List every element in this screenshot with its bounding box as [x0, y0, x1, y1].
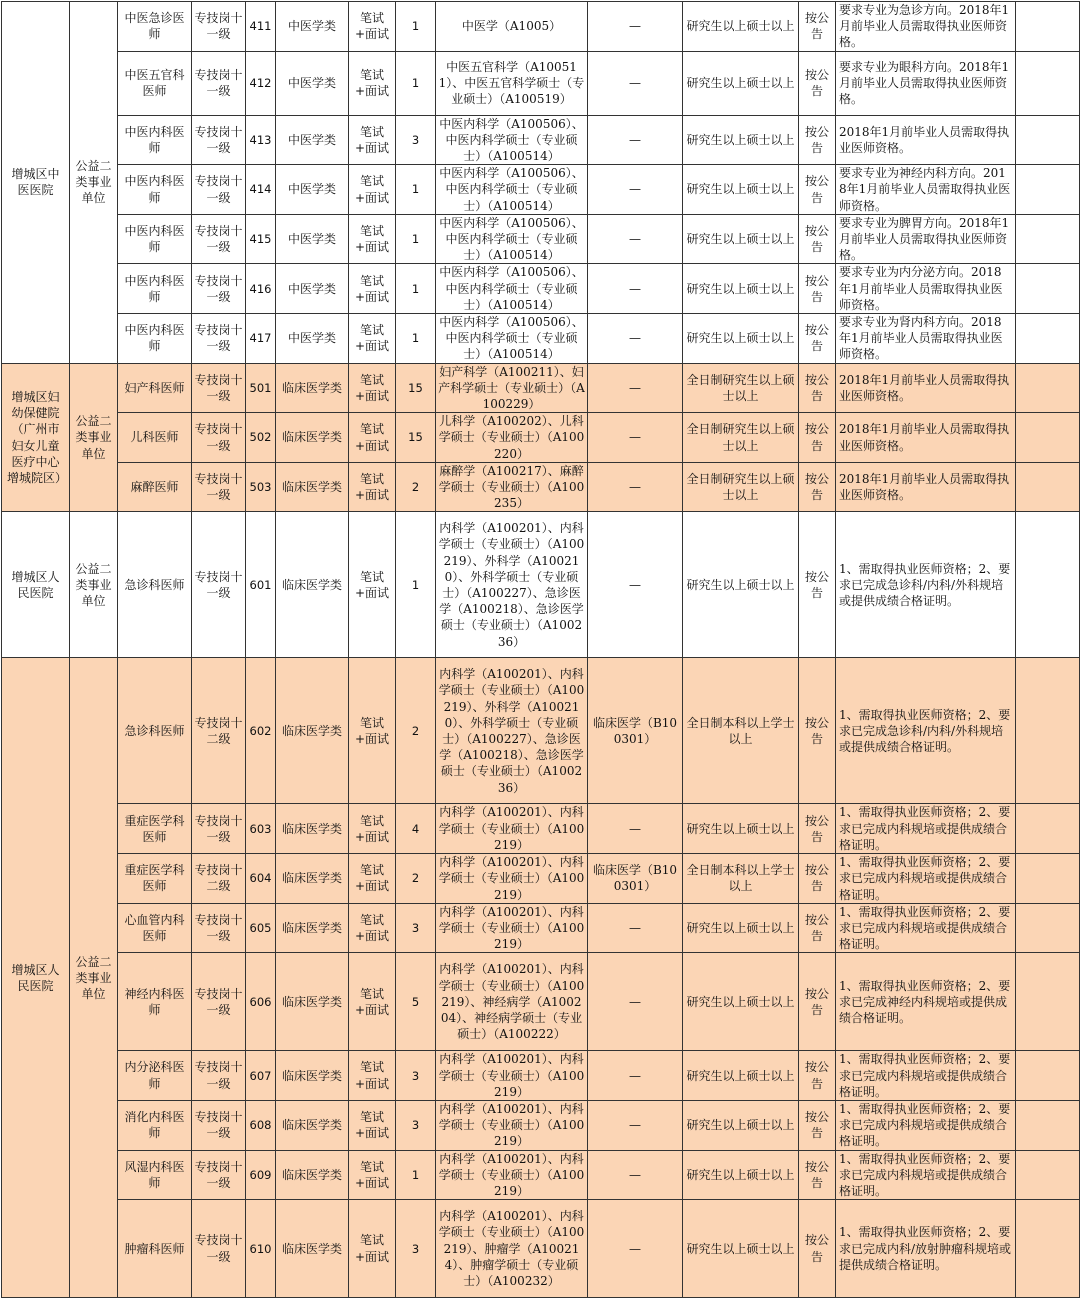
blank-cell	[1016, 1051, 1080, 1101]
level-cell: 专技岗十一级	[192, 115, 246, 165]
exam-type-cell: 中医学类	[276, 115, 349, 165]
education-cell: 全日制研究生以上硕士以上	[683, 462, 799, 512]
blank-cell	[1016, 413, 1080, 463]
count-cell: 3	[396, 1100, 436, 1150]
level-cell: 专技岗十一级	[192, 264, 246, 314]
count-cell: 3	[396, 903, 436, 953]
major-grad-cell: 麻醉学（A100217）、麻醉学硕士（专业硕士）（A100235）	[436, 462, 588, 512]
count-cell: 1	[396, 1150, 436, 1200]
blank-cell	[1016, 804, 1080, 854]
major-bachelor-cell: —	[588, 264, 683, 314]
major-grad-cell: 内科学（A100201）、内科学硕士（专业硕士）（A100219）	[436, 854, 588, 904]
education-cell: 研究生以上硕士以上	[683, 214, 799, 264]
major-bachelor-cell: —	[588, 115, 683, 165]
code-cell: 609	[246, 1150, 276, 1200]
position-cell: 重症医学科医师	[118, 804, 192, 854]
exam-method-cell: 笔试+面试	[349, 953, 396, 1051]
level-cell: 专技岗十一级	[192, 51, 246, 115]
blank-cell	[1016, 1200, 1080, 1298]
education-cell: 研究生以上硕士以上	[683, 264, 799, 314]
exam-type-cell: 中医学类	[276, 214, 349, 264]
announce-cell: 按公告	[799, 854, 836, 904]
code-cell: 603	[246, 804, 276, 854]
education-cell: 全日制研究生以上硕士以上	[683, 363, 799, 413]
code-cell: 414	[246, 165, 276, 215]
major-grad-cell: 儿科学（A100202）、儿科学硕士（专业硕士）（A100220）	[436, 413, 588, 463]
announce-cell: 按公告	[799, 658, 836, 804]
level-cell: 专技岗十一级	[192, 314, 246, 364]
exam-method-cell: 笔试+面试	[349, 51, 396, 115]
table-row	[2, 165, 1080, 215]
level-cell: 专技岗十一级	[192, 1200, 246, 1298]
announce-cell: 按公告	[799, 264, 836, 314]
exam-method-cell: 笔试+面试	[349, 804, 396, 854]
count-cell: 15	[396, 413, 436, 463]
table-row	[2, 854, 1080, 904]
table-body	[2, 2, 1080, 1298]
note-cell: 1、需取得执业医师资格；2、要求已完成神经内科规培或提供成绩合格证明。	[836, 953, 1016, 1051]
recruitment-table	[1, 1, 1080, 1298]
code-cell: 601	[246, 512, 276, 658]
note-cell: 1、需取得执业医师资格；2、要求已完成内科规培或提供成绩合格证明。	[836, 1051, 1016, 1101]
table-row	[2, 1150, 1080, 1200]
major-bachelor-cell: —	[588, 165, 683, 215]
announce-cell: 按公告	[799, 1051, 836, 1101]
major-grad-cell: 内科学（A100201）、内科学硕士（专业硕士）（A100219）、外科学（A100210）、外科学硕士（专业硕士）（A100227）、急诊医学（A100218）、急诊医学硕士（专业硕士）（A100236）	[436, 658, 588, 804]
blank-cell	[1016, 264, 1080, 314]
count-cell: 2	[396, 854, 436, 904]
blank-cell	[1016, 903, 1080, 953]
exam-method-cell: 笔试+面试	[349, 363, 396, 413]
blank-cell	[1016, 214, 1080, 264]
major-bachelor-cell: —	[588, 413, 683, 463]
level-cell: 专技岗十一级	[192, 413, 246, 463]
position-cell: 中医内科医师	[118, 115, 192, 165]
level-cell: 专技岗十一级	[192, 1100, 246, 1150]
education-cell: 研究生以上硕士以上	[683, 2, 799, 52]
table-row	[2, 115, 1080, 165]
note-cell: 1、需取得执业医师资格；2、要求已完成内科规培或提供成绩合格证明。	[836, 804, 1016, 854]
exam-method-cell: 笔试+面试	[349, 115, 396, 165]
unit-category-cell: 公益二类事业单位	[70, 658, 118, 1298]
education-cell: 研究生以上硕士以上	[683, 953, 799, 1051]
blank-cell	[1016, 462, 1080, 512]
education-cell: 全日制本科以上学士以上	[683, 854, 799, 904]
note-cell: 1、需取得执业医师资格；2、要求已完成内科规培或提供成绩合格证明。	[836, 1150, 1016, 1200]
code-cell: 604	[246, 854, 276, 904]
exam-method-cell: 笔试+面试	[349, 658, 396, 804]
level-cell: 专技岗十二级	[192, 658, 246, 804]
code-cell: 503	[246, 462, 276, 512]
exam-method-cell: 笔试+面试	[349, 1100, 396, 1150]
table-row	[2, 314, 1080, 364]
exam-method-cell: 笔试+面试	[349, 165, 396, 215]
blank-cell	[1016, 2, 1080, 52]
code-cell: 502	[246, 413, 276, 463]
count-cell: 1	[396, 2, 436, 52]
blank-cell	[1016, 363, 1080, 413]
exam-method-cell: 笔试+面试	[349, 512, 396, 658]
position-cell: 妇产科医师	[118, 363, 192, 413]
note-cell: 要求专业为内分泌方向。2018年1月前毕业人员需取得执业医师资格。	[836, 264, 1016, 314]
exam-method-cell: 笔试+面试	[349, 264, 396, 314]
code-cell: 415	[246, 214, 276, 264]
code-cell: 412	[246, 51, 276, 115]
count-cell: 1	[396, 214, 436, 264]
announce-cell: 按公告	[799, 214, 836, 264]
major-grad-cell: 内科学（A100201）、内科学硕士（专业硕士）（A100219）	[436, 1150, 588, 1200]
note-cell: 1、需取得执业医师资格；2、要求已完成内科规培或提供成绩合格证明。	[836, 854, 1016, 904]
position-cell: 肿瘤科医师	[118, 1200, 192, 1298]
major-grad-cell: 内科学（A100201）、内科学硕士（专业硕士）（A100219）	[436, 804, 588, 854]
count-cell: 1	[396, 51, 436, 115]
table-row	[2, 1051, 1080, 1101]
major-bachelor-cell: —	[588, 1150, 683, 1200]
exam-type-cell: 临床医学类	[276, 658, 349, 804]
level-cell: 专技岗十一级	[192, 363, 246, 413]
count-cell: 3	[396, 1200, 436, 1298]
major-grad-cell: 妇产科学（A100211）、妇产科学硕士（专业硕士）（A100229）	[436, 363, 588, 413]
major-bachelor-cell: —	[588, 2, 683, 52]
major-grad-cell: 中医内科学（A100506）、中医内科学硕士（专业硕士）（A100514）	[436, 115, 588, 165]
exam-method-cell: 笔试+面试	[349, 903, 396, 953]
exam-type-cell: 中医学类	[276, 51, 349, 115]
announce-cell: 按公告	[799, 953, 836, 1051]
announce-cell: 按公告	[799, 115, 836, 165]
table-row	[2, 512, 1080, 658]
table-row	[2, 363, 1080, 413]
table-row	[2, 214, 1080, 264]
unit-name-cell: 增城区中医医院	[2, 2, 70, 364]
table-row	[2, 462, 1080, 512]
blank-cell	[1016, 314, 1080, 364]
exam-type-cell: 临床医学类	[276, 1200, 349, 1298]
unit-category-cell: 公益二类事业单位	[70, 2, 118, 364]
exam-type-cell: 临床医学类	[276, 953, 349, 1051]
announce-cell: 按公告	[799, 1150, 836, 1200]
announce-cell: 按公告	[799, 2, 836, 52]
table-row	[2, 658, 1080, 804]
exam-type-cell: 中医学类	[276, 314, 349, 364]
code-cell: 605	[246, 903, 276, 953]
exam-type-cell: 临床医学类	[276, 1100, 349, 1150]
position-cell: 麻醉医师	[118, 462, 192, 512]
unit-name-cell: 增城区妇幼保健院（广州市妇女儿童医疗中心增城院区）	[2, 363, 70, 512]
note-cell: 1、需取得执业医师资格；2、要求已完成急诊科/内科/外科规培或提供成绩合格证明。	[836, 658, 1016, 804]
position-cell: 急诊科医师	[118, 658, 192, 804]
announce-cell: 按公告	[799, 165, 836, 215]
major-bachelor-cell: —	[588, 363, 683, 413]
exam-type-cell: 中医学类	[276, 165, 349, 215]
level-cell: 专技岗十一级	[192, 804, 246, 854]
exam-method-cell: 笔试+面试	[349, 413, 396, 463]
table-row	[2, 804, 1080, 854]
major-bachelor-cell: —	[588, 314, 683, 364]
major-grad-cell: 内科学（A100201）、内科学硕士（专业硕士）（A100219）、肿瘤学（A100214）、肿瘤学硕士（专业硕士）（A100232）	[436, 1200, 588, 1298]
announce-cell: 按公告	[799, 51, 836, 115]
education-cell: 全日制本科以上学士以上	[683, 658, 799, 804]
announce-cell: 按公告	[799, 314, 836, 364]
level-cell: 专技岗十二级	[192, 854, 246, 904]
level-cell: 专技岗十一级	[192, 214, 246, 264]
table-row	[2, 953, 1080, 1051]
code-cell: 411	[246, 2, 276, 52]
major-bachelor-cell: —	[588, 1100, 683, 1150]
exam-type-cell: 临床医学类	[276, 903, 349, 953]
position-cell: 消化内科医师	[118, 1100, 192, 1150]
major-grad-cell: 中医五官科学（A100511）、中医五官科学硕士（专业硕士）（A100519）	[436, 51, 588, 115]
education-cell: 全日制研究生以上硕士以上	[683, 413, 799, 463]
level-cell: 专技岗十一级	[192, 953, 246, 1051]
note-cell: 2018年1月前毕业人员需取得执业医师资格。	[836, 413, 1016, 463]
position-cell: 重症医学科医师	[118, 854, 192, 904]
position-cell: 中医五官科医师	[118, 51, 192, 115]
count-cell: 15	[396, 363, 436, 413]
major-bachelor-cell: 临床医学（B100301）	[588, 658, 683, 804]
announce-cell: 按公告	[799, 363, 836, 413]
major-grad-cell: 中医内科学（A100506）、中医内科学硕士（专业硕士）（A100514）	[436, 214, 588, 264]
blank-cell	[1016, 512, 1080, 658]
exam-method-cell: 笔试+面试	[349, 314, 396, 364]
major-grad-cell: 内科学（A100201）、内科学硕士（专业硕士）（A100219）	[436, 1100, 588, 1150]
code-cell: 501	[246, 363, 276, 413]
unit-category-cell: 公益二类事业单位	[70, 363, 118, 512]
note-cell: 2018年1月前毕业人员需取得执业医师资格。	[836, 363, 1016, 413]
major-grad-cell: 中医内科学（A100506）、中医内科学硕士（专业硕士）（A100514）	[436, 314, 588, 364]
note-cell: 要求专业为肾内科方向。2018年1月前毕业人员需取得执业医师资格。	[836, 314, 1016, 364]
position-cell: 中医内科医师	[118, 314, 192, 364]
major-bachelor-cell: —	[588, 804, 683, 854]
level-cell: 专技岗十一级	[192, 2, 246, 52]
count-cell: 2	[396, 658, 436, 804]
education-cell: 研究生以上硕士以上	[683, 1150, 799, 1200]
exam-method-cell: 笔试+面试	[349, 1051, 396, 1101]
level-cell: 专技岗十一级	[192, 1150, 246, 1200]
education-cell: 研究生以上硕士以上	[683, 1100, 799, 1150]
code-cell: 417	[246, 314, 276, 364]
exam-type-cell: 中医学类	[276, 2, 349, 52]
major-bachelor-cell: —	[588, 51, 683, 115]
position-cell: 内分泌科医师	[118, 1051, 192, 1101]
major-grad-cell: 中医内科学（A100506）、中医内科学硕士（专业硕士）（A100514）	[436, 264, 588, 314]
count-cell: 2	[396, 462, 436, 512]
announce-cell: 按公告	[799, 512, 836, 658]
position-cell: 心血管内科医师	[118, 903, 192, 953]
position-cell: 中医内科医师	[118, 214, 192, 264]
table-row	[2, 1200, 1080, 1298]
announce-cell: 按公告	[799, 1100, 836, 1150]
education-cell: 研究生以上硕士以上	[683, 51, 799, 115]
announce-cell: 按公告	[799, 413, 836, 463]
blank-cell	[1016, 854, 1080, 904]
exam-type-cell: 临床医学类	[276, 854, 349, 904]
note-cell: 1、需取得执业医师资格；2、要求已完成急诊科/内科/外科规培或提供成绩合格证明。	[836, 512, 1016, 658]
level-cell: 专技岗十一级	[192, 462, 246, 512]
exam-type-cell: 临床医学类	[276, 1051, 349, 1101]
level-cell: 专技岗十一级	[192, 512, 246, 658]
count-cell: 5	[396, 953, 436, 1051]
education-cell: 研究生以上硕士以上	[683, 165, 799, 215]
code-cell: 607	[246, 1051, 276, 1101]
blank-cell	[1016, 1150, 1080, 1200]
code-cell: 416	[246, 264, 276, 314]
announce-cell: 按公告	[799, 462, 836, 512]
table-row	[2, 413, 1080, 463]
position-cell: 中医内科医师	[118, 264, 192, 314]
unit-name-cell: 增城区人民医院	[2, 658, 70, 1298]
table-row	[2, 1100, 1080, 1150]
announce-cell: 按公告	[799, 903, 836, 953]
position-cell: 神经内科医师	[118, 953, 192, 1051]
count-cell: 4	[396, 804, 436, 854]
position-cell: 中医内科医师	[118, 165, 192, 215]
major-grad-cell: 中医学（A1005）	[436, 2, 588, 52]
blank-cell	[1016, 658, 1080, 804]
note-cell: 要求专业为神经内科方向。2018年1月前毕业人员需取得执业医师资格。	[836, 165, 1016, 215]
level-cell: 专技岗十一级	[192, 165, 246, 215]
announce-cell: 按公告	[799, 1200, 836, 1298]
count-cell: 3	[396, 1051, 436, 1101]
blank-cell	[1016, 51, 1080, 115]
major-bachelor-cell: —	[588, 214, 683, 264]
exam-type-cell: 临床医学类	[276, 413, 349, 463]
count-cell: 1	[396, 165, 436, 215]
unit-name-cell: 增城区人民医院	[2, 512, 70, 658]
note-cell: 2018年1月前毕业人员需取得执业医师资格。	[836, 115, 1016, 165]
education-cell: 研究生以上硕士以上	[683, 115, 799, 165]
major-bachelor-cell: —	[588, 953, 683, 1051]
exam-method-cell: 笔试+面试	[349, 854, 396, 904]
announce-cell: 按公告	[799, 804, 836, 854]
major-bachelor-cell: 临床医学（B100301）	[588, 854, 683, 904]
exam-method-cell: 笔试+面试	[349, 1150, 396, 1200]
exam-method-cell: 笔试+面试	[349, 214, 396, 264]
education-cell: 研究生以上硕士以上	[683, 804, 799, 854]
code-cell: 608	[246, 1100, 276, 1150]
note-cell: 要求专业为急诊方向。2018年1月前毕业人员需取得执业医师资格。	[836, 2, 1016, 52]
major-grad-cell: 内科学（A100201）、内科学硕士（专业硕士）（A100219）	[436, 903, 588, 953]
count-cell: 1	[396, 264, 436, 314]
exam-type-cell: 临床医学类	[276, 1150, 349, 1200]
exam-method-cell: 笔试+面试	[349, 1200, 396, 1298]
code-cell: 610	[246, 1200, 276, 1298]
major-bachelor-cell: —	[588, 462, 683, 512]
exam-type-cell: 临床医学类	[276, 363, 349, 413]
count-cell: 1	[396, 512, 436, 658]
major-bachelor-cell: —	[588, 512, 683, 658]
unit-category-cell: 公益二类事业单位	[70, 512, 118, 658]
note-cell: 1、需取得执业医师资格；2、要求已完成内科规培或提供成绩合格证明。	[836, 1100, 1016, 1150]
table-row	[2, 903, 1080, 953]
count-cell: 1	[396, 314, 436, 364]
major-grad-cell: 中医内科学（A100506）、中医内科学硕士（专业硕士）（A100514）	[436, 165, 588, 215]
blank-cell	[1016, 1100, 1080, 1150]
blank-cell	[1016, 953, 1080, 1051]
position-cell: 风湿内科医师	[118, 1150, 192, 1200]
note-cell: 1、需取得执业医师资格；2、要求已完成内科/放射肿瘤科规培或提供成绩合格证明。	[836, 1200, 1016, 1298]
position-cell: 儿科医师	[118, 413, 192, 463]
education-cell: 研究生以上硕士以上	[683, 512, 799, 658]
exam-method-cell: 笔试+面试	[349, 462, 396, 512]
major-bachelor-cell: —	[588, 903, 683, 953]
code-cell: 606	[246, 953, 276, 1051]
note-cell: 1、需取得执业医师资格；2、要求已完成内科规培或提供成绩合格证明。	[836, 903, 1016, 953]
exam-type-cell: 临床医学类	[276, 804, 349, 854]
note-cell: 2018年1月前毕业人员需取得执业医师资格。	[836, 462, 1016, 512]
major-grad-cell: 内科学（A100201）、内科学硕士（专业硕士）（A100219）、外科学（A100210）、外科学硕士（专业硕士）（A100227）、急诊医学（A100218）、急诊医学硕士（专业硕士）（A100236）	[436, 512, 588, 658]
code-cell: 413	[246, 115, 276, 165]
blank-cell	[1016, 165, 1080, 215]
exam-type-cell: 中医学类	[276, 264, 349, 314]
education-cell: 研究生以上硕士以上	[683, 1051, 799, 1101]
exam-type-cell: 临床医学类	[276, 462, 349, 512]
position-cell: 中医急诊医师	[118, 2, 192, 52]
table-row	[2, 264, 1080, 314]
code-cell: 602	[246, 658, 276, 804]
education-cell: 研究生以上硕士以上	[683, 903, 799, 953]
exam-method-cell: 笔试+面试	[349, 2, 396, 52]
education-cell: 研究生以上硕士以上	[683, 1200, 799, 1298]
table-row	[2, 51, 1080, 115]
blank-cell	[1016, 115, 1080, 165]
note-cell: 要求专业为眼科方向。2018年1月前毕业人员需取得执业医师资格。	[836, 51, 1016, 115]
major-grad-cell: 内科学（A100201）、内科学硕士（专业硕士）（A100219）、神经病学（A100204）、神经病学硕士（专业硕士）（A100222）	[436, 953, 588, 1051]
note-cell: 要求专业为脾胃方向。2018年1月前毕业人员需取得执业医师资格。	[836, 214, 1016, 264]
major-grad-cell: 内科学（A100201）、内科学硕士（专业硕士）（A100219）	[436, 1051, 588, 1101]
table-row	[2, 2, 1080, 52]
major-bachelor-cell: —	[588, 1051, 683, 1101]
education-cell: 研究生以上硕士以上	[683, 314, 799, 364]
level-cell: 专技岗十一级	[192, 903, 246, 953]
position-cell: 急诊科医师	[118, 512, 192, 658]
major-bachelor-cell: —	[588, 1200, 683, 1298]
exam-type-cell: 临床医学类	[276, 512, 349, 658]
level-cell: 专技岗十一级	[192, 1051, 246, 1101]
count-cell: 3	[396, 115, 436, 165]
